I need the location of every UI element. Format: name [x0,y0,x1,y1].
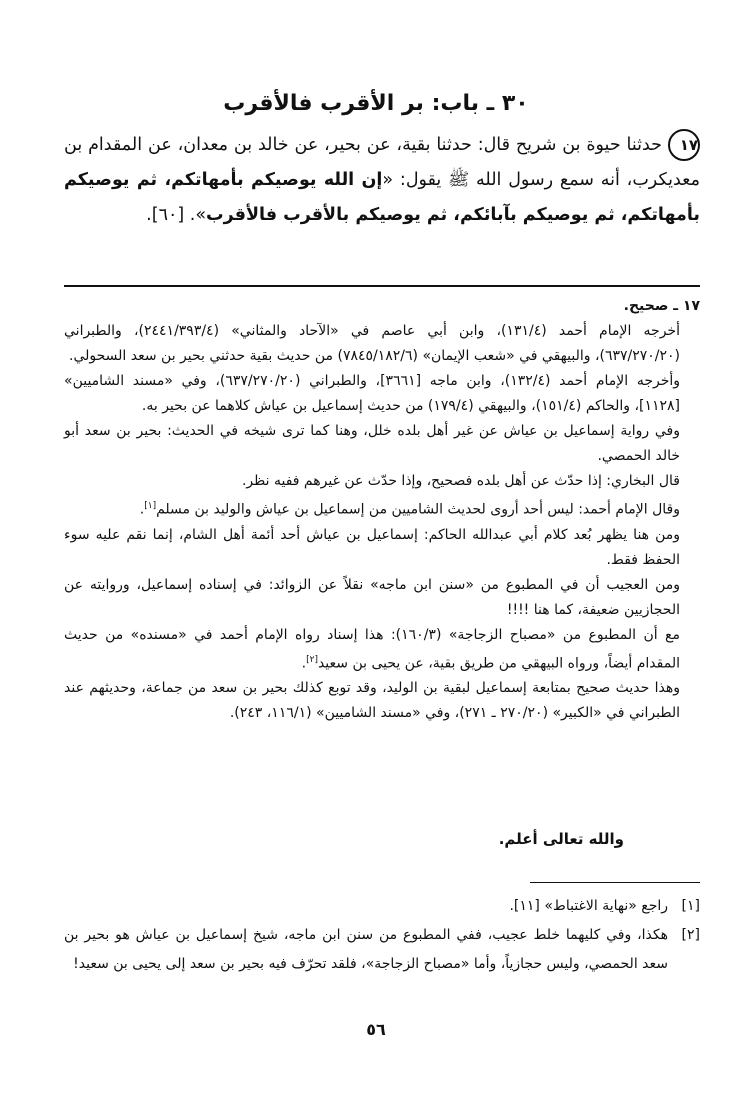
footnote-divider [530,882,700,883]
chapter-title: ٣٠ ـ باب: بر الأقرب فالأقرب [223,91,529,116]
hadith-isnad: حدثنا حيوة بن شريح قال: حدثنا بقية، عن بحير، عن خالد بن معدان، عن المقدام بن معديكرب، أنه سمع رسول الله ﷺ يقول: « [64,135,700,190]
commentary-paragraph: وهذا حديث صحيح بمتابعة إسماعيل لبقية بن الوليد، وقد توبع كذلك بحير بن سعد من جماعة، وحديثهم عند الطبراني في «الكبير» (٢٧٠/٢٠ ـ ٢٧١)، وفي «مسند الشاميين» (١١٦/١، ٢٤٣). [64,680,680,722]
section-divider [64,285,700,287]
commentary-paragraph: وقال الإمام أحمد: ليس أحد أروى لحديث الشاميين من إسماعيل بن عياش والوليد بن مسلم[١]. [139,501,680,518]
footnote [64,892,700,921]
hadith-end: ». [٦٠]. [146,205,207,225]
footnote-text: هكذا، وفي كليهما خلط عجيب، ففي المطبوع من سنن ابن ماجه، شيخ إسماعيل بن عياش هو بحير بن سعد الحمصي، وليس حجازياً، وأما «مصباح الزجاجة»، فلقد تحرّف فيه بحير بن سعد إلى يحيى بن سعيد! [64,927,668,972]
hadith-text [64,128,700,233]
commentary-text: وقال الإمام أحمد: ليس أحد أروى لحديث الشاميين من إسماعيل بن عياش والوليد بن مسلم [156,501,680,518]
commentary-paragraph: مع أن المطبوع من «مصباح الزجاجة» (١٦٠/٣): هذا إسناد رواه الإمام أحمد في «مسنده» من حديث المقدام أيضاً، ورواه البيهقي من طريق بقية، عن يحيى بن سعيد[٢]. [64,626,680,672]
closing-phrase: والله تعالى أعلم. [498,830,624,848]
footnote-ref[interactable]: [٢] [306,654,318,665]
hadith-number: ١٧ [668,129,700,161]
page-number: ٥٦ [366,1020,386,1039]
commentary-text: مع أن المطبوع من «مصباح الزجاجة» (١٦٠/٣): هذا إسناد رواه الإمام أحمد في «مسنده» من حديث المقدام أيضاً، ورواه البيهقي من طريق بقية، عن يحيى بن سعيد [64,626,680,672]
commentary-paragraph: ومن هنا يظهر بُعد كلام أبي عبدالله الحاكم: إسماعيل بن عياش أحد أئمة أهل الشام، إنما نقم عليه سوء الحفظ فقط. [64,526,680,568]
hadith-matn: إن الله يوصيكم بأمهاتكم، ثم يوصيكم بأمهاتكم، ثم يوصيكم بآبائكم، ثم يوصيكم بالأقرب فالأقرب [64,170,700,225]
footnote-mark: [٢] [681,927,700,943]
commentary-paragraph: ومن العجيب أن في المطبوع من «سنن ابن ماجه» نقلاً عن الزوائد: في إسناده إسماعيل، وروايته عن الحجازيين ضعيفة، كما هنا !!!! [64,576,680,618]
commentary-paragraph: أخرجه الإمام أحمد (١٣١/٤)، وابن أبي عاصم في «الآحاد والمثاني» (٢٤٤١/٣٩٣/٤)، والطبراني (٦٣٧/٢٧٠/٢٠)، والبيهقي في «شعب الإيمان» (٧٨٤٥/١٨٢/٦) من حديث بقية حدثني بحير بن سعد السحولي. [64,323,680,364]
commentary-paragraph: وأخرجه الإمام أحمد (١٣٢/٤)، وابن ماجه [٣٦٦١]، والطبراني (٦٣٧/٢٧٠/٢٠)، وفي «مسند الشاميين» [١١٢٨]، والحاكم (١٥١/٤)، والبيهقي (١٧٩/٤) من حديث إسماعيل بن عياش كلاهما عن بحير به. [64,373,681,414]
commentary-paragraph: قال البخاري: إذا حدّث عن أهل بلده فصحيح، وإذا حدّث عن غيرهم ففيه نظر. [241,473,680,489]
commentary-paragraph: وفي رواية إسماعيل بن عياش عن غير أهل بلده خلل، وهنا كما ترى شيخه في الحديث: بحير بن سعد أبو خالد الحمصي. [64,423,680,464]
footnote-text: راجع «نهاية الاغتباط» [١١]. [509,898,668,914]
grading-label: ١٧ ـ صحيح. [623,298,700,314]
footnotes [64,892,700,979]
commentary [64,294,700,726]
footnote-mark: [١] [681,898,700,914]
footnote-ref[interactable]: [١] [144,501,157,511]
footnote [64,921,700,979]
